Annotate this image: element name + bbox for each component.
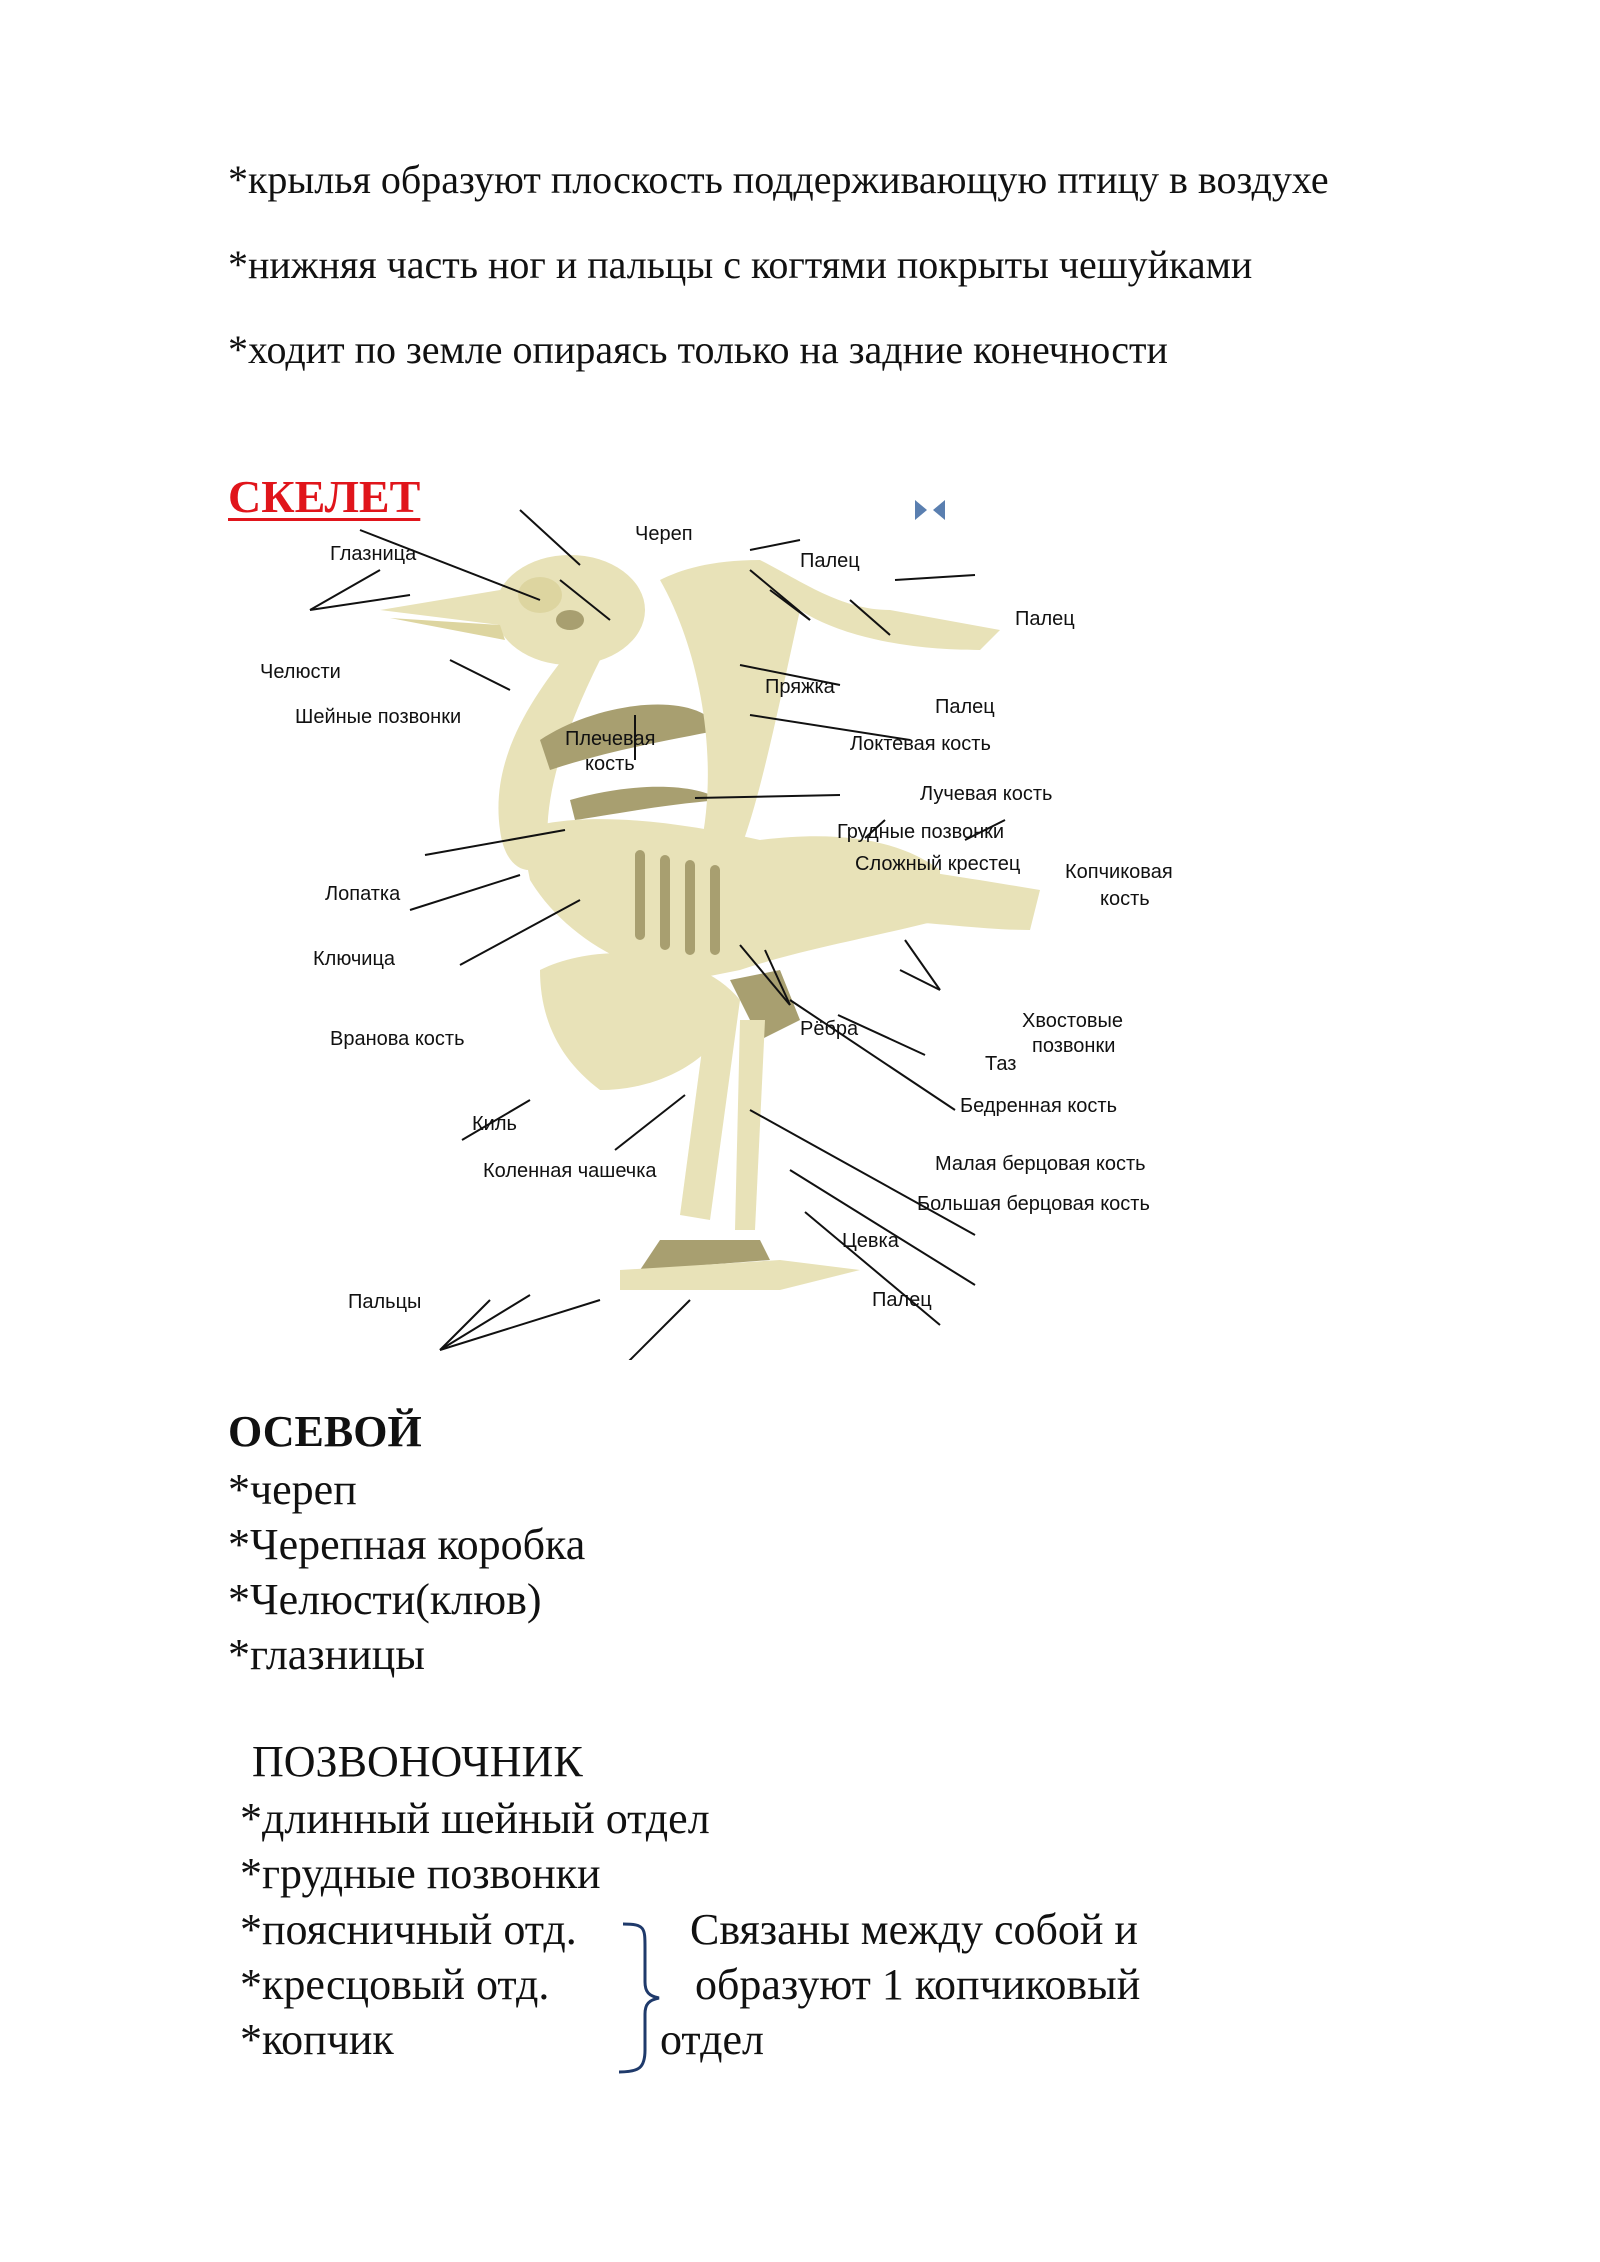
axial-title: ОСЕВОЙ	[228, 1407, 422, 1456]
label-tsevka: Цевка	[842, 1230, 899, 1252]
label-kil: Киль	[472, 1113, 517, 1135]
spine-note-line: отдел	[660, 2015, 764, 2064]
label-paltsy: Пальцы	[348, 1291, 422, 1313]
label-klyuchitsa: Ключица	[313, 948, 396, 970]
spine-item: *копчик	[240, 2015, 394, 2064]
spine-item: *кресцовый отд.	[240, 1960, 550, 2009]
axial-item: *глазницы	[228, 1630, 425, 1679]
label-palets-foot: Палец	[872, 1289, 932, 1311]
spine-title: ПОЗВОНОЧНИК	[252, 1737, 583, 1786]
label-vranova: Вранова кость	[330, 1028, 465, 1050]
intro-line-1: *крылья образуют плоскость поддерживающую птицу в воздухе	[228, 157, 1329, 202]
skeleton-heading: СКЕЛЕТ	[228, 471, 421, 522]
label-bolshaya: Большая берцовая кость	[917, 1193, 1150, 1215]
label-chelyusti: Челюсти	[260, 661, 341, 683]
label-loktevaya: Локтевая кость	[850, 733, 991, 755]
axial-item: *череп	[228, 1465, 357, 1514]
label-slozhny: Сложный крестец	[855, 853, 1021, 875]
label-plechevaya-2: кость	[585, 753, 635, 775]
label-sheynye: Шейные позвонки	[295, 706, 462, 728]
label-pryazhka: Пряжка	[765, 676, 835, 698]
label-taz: Таз	[985, 1053, 1017, 1075]
label-palets-mid: Палец	[935, 696, 995, 718]
curly-brace-icon	[615, 1918, 665, 2078]
label-bedrennaya: Бедренная кость	[960, 1095, 1118, 1117]
axial-item: *Черепная коробка	[228, 1520, 586, 1569]
label-khvostovye-2: позвонки	[1032, 1035, 1116, 1057]
label-rebra: Рёбра	[800, 1018, 859, 1040]
spine-note-line: Связаны между собой и	[690, 1905, 1138, 1954]
skeleton-drawing	[380, 555, 1040, 1290]
bird-skeleton-diagram	[240, 500, 1240, 1360]
label-glaznitsa: Глазница	[330, 543, 417, 565]
label-palets-right: Палец	[1015, 608, 1075, 630]
label-grudnye: Грудные позвонки	[837, 821, 1005, 843]
label-kopchikovaya-1: Копчиковая	[1065, 861, 1173, 883]
label-khvostovye-1: Хвостовые	[1022, 1010, 1124, 1032]
axial-item: *Челюсти(клюв)	[228, 1575, 542, 1624]
label-plechevaya-1: Плечевая	[565, 728, 656, 750]
spine-item: *поясничный отд.	[240, 1905, 577, 1954]
label-kopchikovaya-2: кость	[1100, 888, 1150, 910]
label-cherep: Череп	[635, 523, 693, 545]
cursor-mark-icon	[915, 500, 945, 520]
spine-item: *длинный шейный отдел	[240, 1794, 710, 1843]
intro-line-2: *нижняя часть ног и пальцы с когтями покрыты чешуйками	[228, 242, 1253, 287]
spine-note-line: образуют 1 копчиковый	[695, 1960, 1141, 2009]
label-kolennaya: Коленная чашечка	[483, 1160, 657, 1182]
label-lopatka: Лопатка	[325, 883, 401, 905]
label-palets-top: Палец	[800, 550, 860, 572]
label-luchevaya: Лучевая кость	[920, 783, 1053, 805]
intro-line-3: *ходит по земле опираясь только на задние конечности	[228, 327, 1168, 372]
spine-item: *грудные позвонки	[240, 1849, 601, 1898]
label-malaya: Малая берцовая кость	[935, 1153, 1146, 1175]
